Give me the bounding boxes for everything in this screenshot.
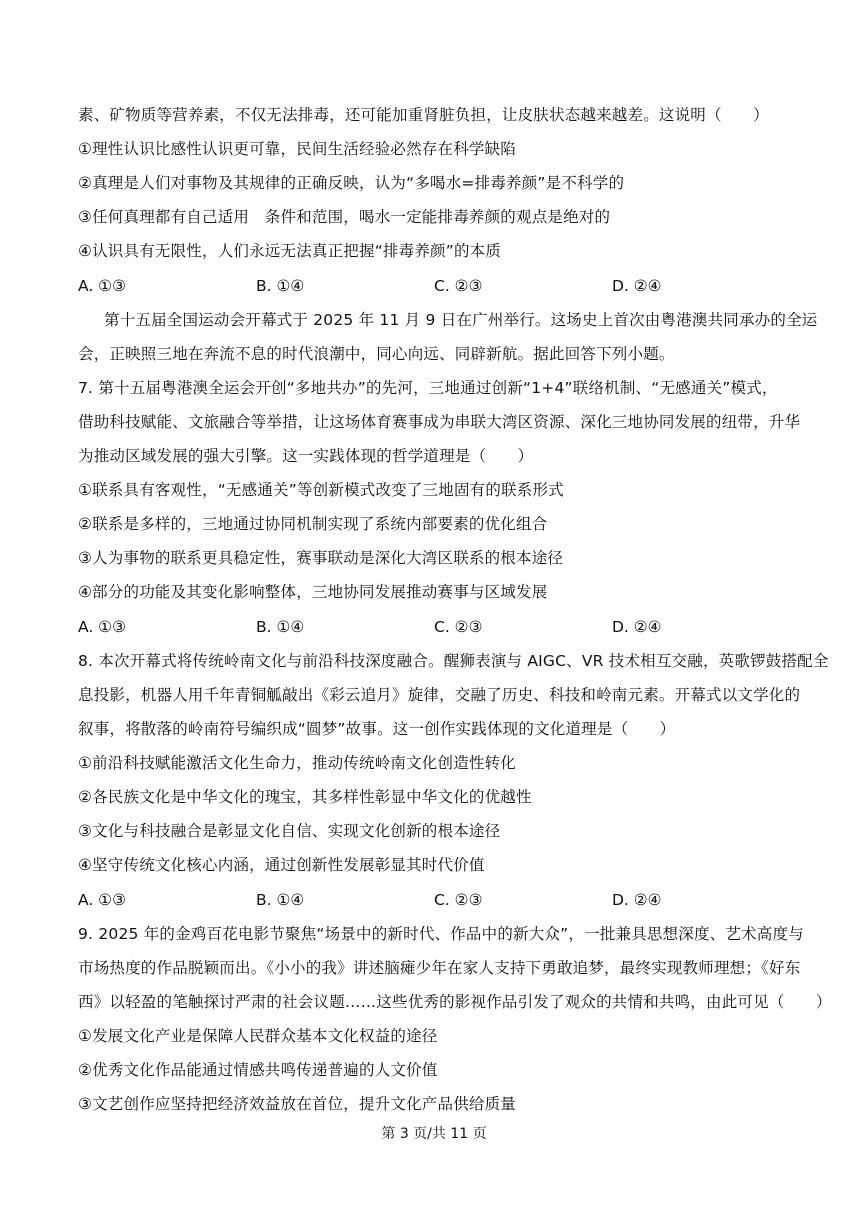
q9-item-2: ②优秀文化作品能通过情感共鸣传递普遍的人文价值 — [78, 1061, 438, 1079]
q8-stem-3: 叙事，将散落的岭南符号编织成“圆梦”故事。这一创作实践体现的文化道理是（ ） — [78, 720, 676, 738]
q7-item-1: ①联系具有客观性，“无感通关”等创新模式改变了三地固有的联系形式 — [78, 481, 564, 499]
q9-item-3: ③文艺创作应坚持把经济效益放在首位，提升文化产品供给质量 — [78, 1095, 516, 1113]
q7-option-d: D. ②④ — [612, 618, 662, 636]
q9-item-1: ①发展文化产业是保障人民群众基本文化权益的途径 — [78, 1027, 438, 1045]
q8-item-2: ②各民族文化是中华文化的瑰宝，其多样性彰显中华文化的优越性 — [78, 788, 532, 806]
q6-stem-tail: 素、矿物质等营养素，不仅无法排毒，还可能加重肾脏负担，让皮肤状态越来越差。这说明（ ） — [78, 106, 769, 124]
q6-option-c: C. ②③ — [434, 277, 483, 295]
q8-stem-2: 息投影，机器人用千年青铜觚敲出《彩云追月》旋律，交融了历史、科技和岭南元素。开幕式以文学化的 — [78, 686, 801, 704]
q9-stem-1: 9. 2025 年的金鸡百花电影节聚焦“场景中的新时代、作品中的新大众”，一批兼具思想深度、艺术高度与 — [78, 925, 804, 943]
q6-option-a: A. ①③ — [78, 277, 126, 295]
q9-stem-2: 市场热度的作品脱颖而出。《小小的我》讲述脑瘫少年在家人支持下勇敢追梦，最终实现教师理想；《好东 — [78, 959, 801, 977]
q8-option-a: A. ①③ — [78, 891, 126, 909]
q8-item-1: ①前沿科技赋能激活文化生命力，推动传统岭南文化创造性转化 — [78, 754, 516, 772]
q6-item-4: ④认识具有无限性，人们永远无法真正把握“排毒养颜”的本质 — [78, 242, 502, 260]
q8-stem-1: 8. 本次开幕式将传统岭南文化与前沿科技深度融合。醒狮表演与 AIGC、VR 技术相互交融，英歌锣鼓搭配全 — [78, 652, 829, 670]
q7-item-2: ②联系是多样的，三地通过协同机制实现了系统内部要素的优化组合 — [78, 515, 548, 533]
q6-item-2: ②真理是人们对事物及其规律的正确反映，认为“多喝水=排毒养颜”是不科学的 — [78, 174, 625, 192]
q7-option-b: B. ①④ — [256, 618, 305, 636]
q6-option-d: D. ②④ — [612, 277, 662, 295]
q8-item-3: ③文化与科技融合是彰显文化自信、实现文化创新的根本途径 — [78, 822, 501, 840]
q7-options — [78, 616, 798, 638]
q8-option-d: D. ②④ — [612, 891, 662, 909]
q8-item-4: ④坚守传统文化核心内涵，通过创新性发展彰显其时代价值 — [78, 856, 485, 874]
page-number: 第 3 页/共 11 页 — [381, 1126, 487, 1142]
q7-option-c: C. ②③ — [434, 618, 483, 636]
intro-line-1: 第十五届全国运动会开幕式于 2025 年 11 月 9 日在广州举行。这场史上首次由粤港澳共同承办的全运 — [104, 311, 818, 329]
q8-option-b: B. ①④ — [256, 891, 305, 909]
q7-stem-2: 借助科技赋能、文旅融合等举措，让这场体育赛事成为串联大湾区资源、深化三地协同发展的纽带，升华 — [78, 413, 801, 431]
q8-option-c: C. ②③ — [434, 891, 483, 909]
q7-option-a: A. ①③ — [78, 618, 126, 636]
q7-stem-1: 7. 第十五届粤港澳全运会开创“多地共办”的先河，三地通过创新“1+4”联络机制、“无感通关”模式， — [78, 379, 778, 397]
q6-options — [78, 275, 798, 297]
q6-item-3: ③任何真理都有自己适用 条件和范围，喝水一定能排毒养颜的观点是绝对的 — [78, 208, 611, 226]
q6-item-1: ①理性认识比感性认识更可靠，民间生活经验必然存在科学缺陷 — [78, 140, 516, 158]
q7-item-4: ④部分的功能及其变化影响整体，三地协同发展推动赛事与区域发展 — [78, 583, 548, 601]
q7-stem-3: 为推动区域发展的强大引擎。这一实践体现的哲学道理是（ ） — [78, 447, 534, 465]
q7-item-3: ③人为事物的联系更具稳定性，赛事联动是深化大湾区联系的根本途径 — [78, 549, 564, 567]
q9-stem-3: 西》以轻盈的笔触探讨严肃的社会议题……这些优秀的影视作品引发了观众的共情和共鸣，由此可见（ ） — [78, 993, 832, 1011]
q8-options — [78, 889, 798, 911]
q6-option-b: B. ①④ — [256, 277, 305, 295]
intro-line-2: 会，正映照三地在奔流不息的时代浪潮中，同心向远、同辟新航。据此回答下列小题。 — [78, 345, 675, 363]
